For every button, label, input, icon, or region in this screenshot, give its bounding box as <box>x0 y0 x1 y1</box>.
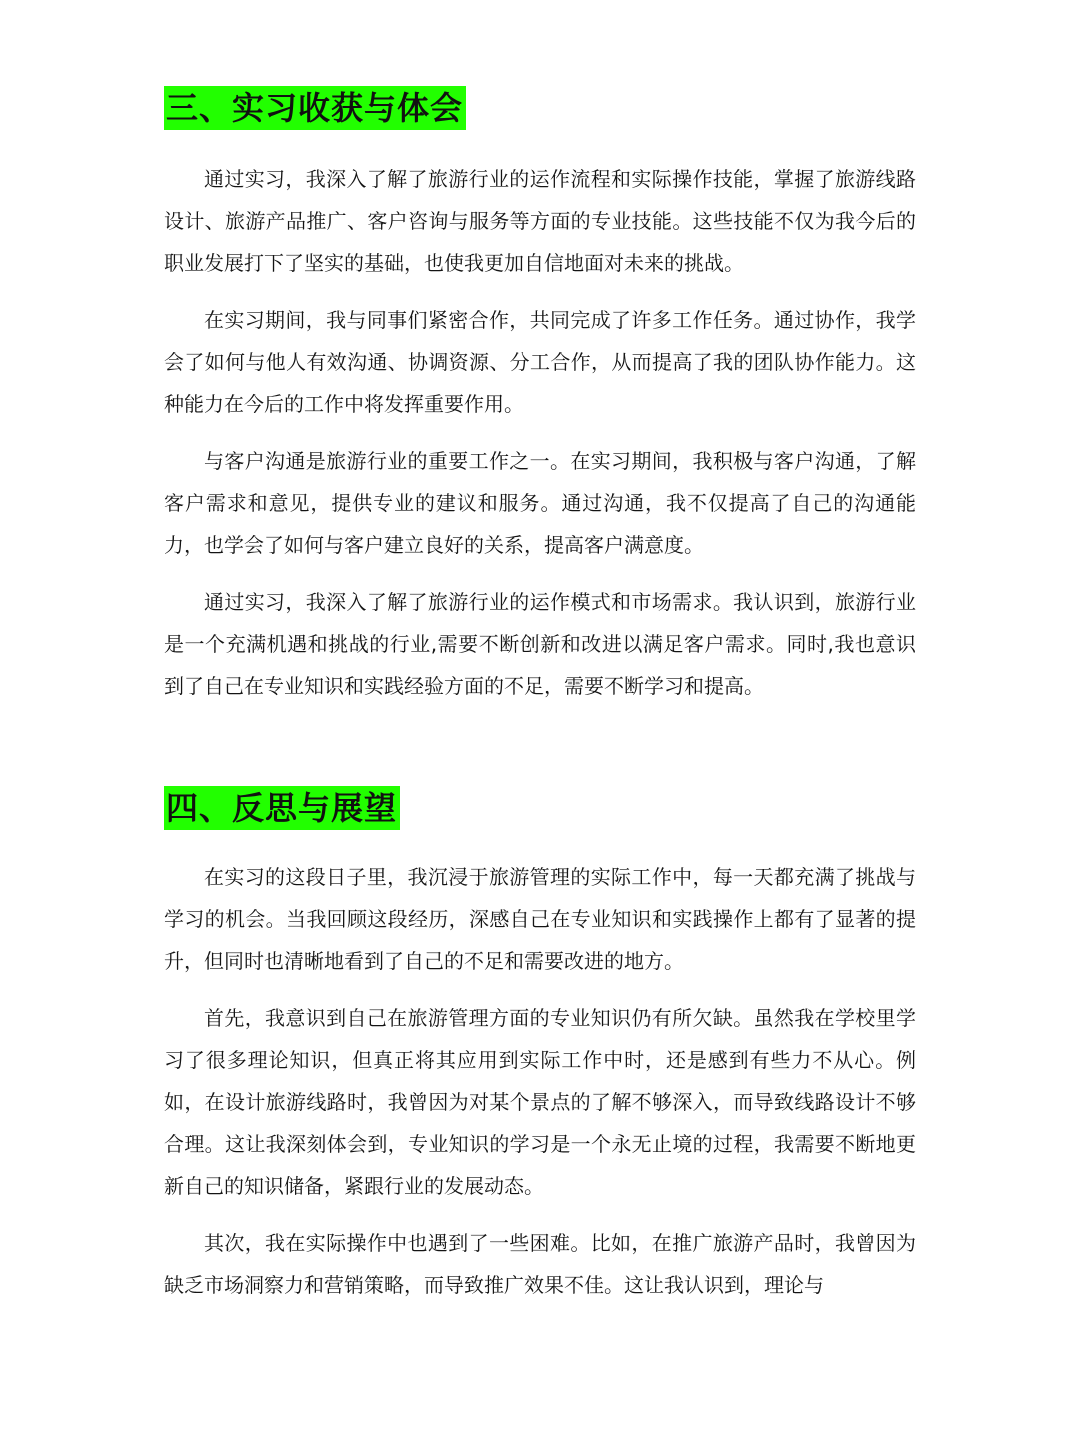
paragraph: 通过实习，我深入了解了旅游行业的运作模式和市场需求。我认识到，旅游行业是一个充满机遇和挑战的行业,需要不断创新和改进以满足客户需求。同时,我也意识到了自己在专业知识和实践经验方面的不足，需要不断学习和提高。 <box>164 590 916 698</box>
paragraph: 通过实习，我深入了解了旅游行业的运作流程和实际操作技能，掌握了旅游线路设计、旅游产品推广、客户咨询与服务等方面的专业技能。这些技能不仅为我今后的职业发展打下了坚实的基础，也使我更加自信地面对未来的挑战。 <box>164 167 916 275</box>
paragraph: 与客户沟通是旅游行业的重要工作之一。在实习期间，我积极与客户沟通，了解客户需求和意见，提供专业的建议和服务。通过沟通，我不仅提高了自己的沟通能力，也学会了如何与客户建立良好的关系，提高客户满意度。 <box>164 449 916 557</box>
section-heading-reflection-outlook: 四、反思与展望 <box>164 786 400 830</box>
section-body-reflection-outlook <box>164 856 916 1321</box>
paragraph: 首先，我意识到自己在旅游管理方面的专业知识仍有所欠缺。虽然我在学校里学习了很多理论知识，但真正将其应用到实际工作中时，还是感到有些力不从心。例如，在设计旅游线路时，我曾因为对某个景点的了解不够深入，而导致线路设计不够合理。这让我深刻体会到，专业知识的学习是一个永无止境的过程，我需要不断地更新自己的知识储备，紧跟行业的发展动态。 <box>164 1006 916 1198</box>
paragraph: 其次，我在实际操作中也遇到了一些困难。比如，在推广旅游产品时，我曾因为缺乏市场洞察力和营销策略，而导致推广效果不佳。这让我认识到，理论与 <box>164 1231 916 1297</box>
section-heading-internship-gains: 三、实习收获与体会 <box>164 86 466 130</box>
section-body-internship-gains <box>164 158 916 722</box>
paragraph: 在实习的这段日子里，我沉浸于旅游管理的实际工作中，每一天都充满了挑战与学习的机会。当我回顾这段经历，深感自己在专业知识和实践操作上都有了显著的提升，但同时也清晰地看到了自己的不足和需要改进的地方。 <box>164 865 916 973</box>
paragraph: 在实习期间，我与同事们紧密合作，共同完成了许多工作任务。通过协作，我学会了如何与他人有效沟通、协调资源、分工合作，从而提高了我的团队协作能力。这种能力在今后的工作中将发挥重要作用。 <box>164 308 916 416</box>
